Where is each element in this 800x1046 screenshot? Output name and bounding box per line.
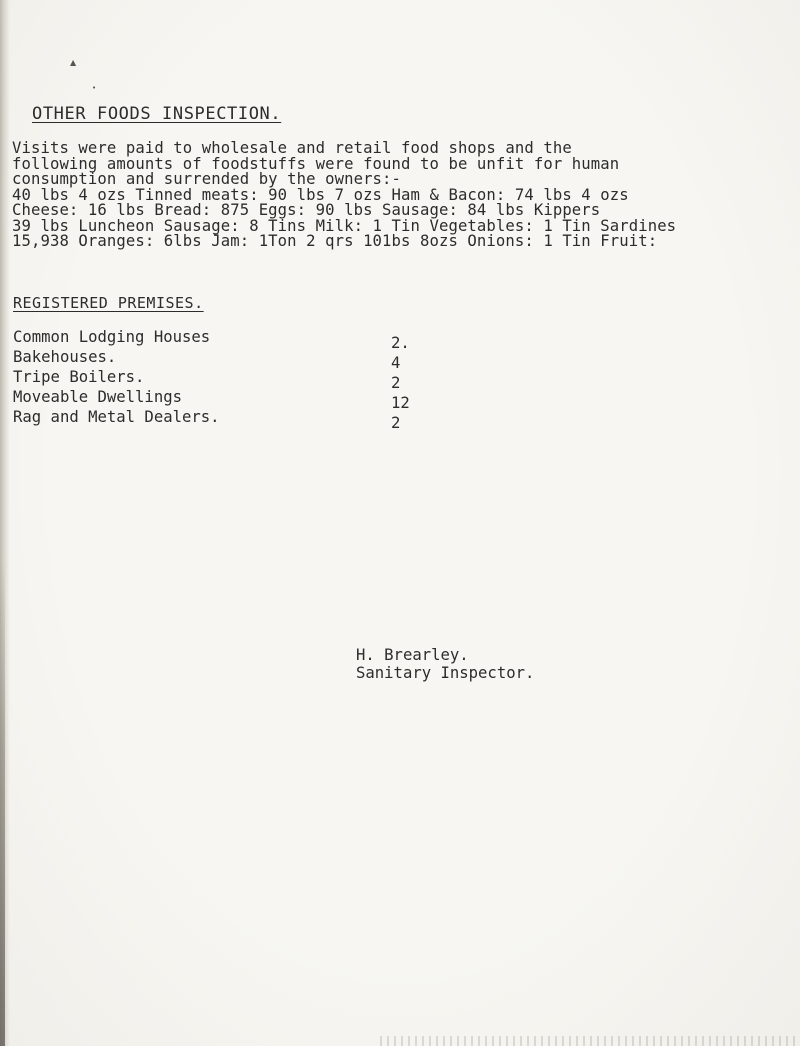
premise-row [13, 348, 433, 372]
premise-row [13, 388, 433, 412]
inspection-paragraph [12, 141, 797, 250]
paragraph-line: 40 lbs 4 ozs Tinned meats: 90 lbs 7 ozs Ham & Bacon: 74 lbs 4 ozs [12, 185, 629, 204]
premise-count: 2 [391, 374, 401, 392]
scan-noise [380, 1036, 800, 1046]
paragraph-line: following amounts of foodstuffs were found to be unfit for human [12, 154, 620, 173]
premise-name: Tripe Boilers. [13, 368, 145, 386]
premise-name: Common Lodging Houses [13, 328, 211, 346]
premise-row [13, 368, 433, 392]
scan-speck: • [92, 84, 97, 92]
premise-count: 12 [391, 394, 410, 412]
premise-row [13, 328, 433, 352]
premise-name: Moveable Dwellings [13, 388, 182, 406]
scan-speck: ▲ [70, 58, 77, 67]
registered-premises-heading: REGISTERED PREMISES. [13, 294, 204, 312]
paragraph-line: consumption and surrended by the owners:- [12, 170, 402, 188]
page-title: OTHER FOODS INSPECTION. [32, 104, 282, 124]
signatory-role: Sanitary Inspector. [356, 664, 535, 682]
premise-count: 4 [391, 354, 401, 372]
premise-name: Rag and Metal Dealers. [13, 408, 220, 426]
paragraph-line: 15,938 Oranges: 6lbs Jam: 1Ton 2 qrs 101bs 8ozs Onions: 1 Tin Fruit: [12, 232, 658, 250]
premise-count: 2 [391, 414, 401, 432]
premise-count: 2. [391, 334, 410, 352]
scan-edge-dark [0, 560, 5, 1046]
signatory-name: H. Brearley. [356, 646, 469, 664]
premise-row [13, 408, 433, 432]
premise-name: Bakehouses. [13, 348, 117, 366]
paragraph-line: Cheese: 16 lbs Bread: 875 Eggs: 90 lbs Sausage: 84 lbs Kippers [12, 201, 601, 219]
registered-premises-list [13, 328, 433, 432]
paragraph-line: 39 lbs Luncheon Sausage: 8 Tins Milk: 1 Tin Vegetables: 1 Tin Sardines [12, 216, 677, 235]
signature-block [356, 646, 534, 682]
paragraph-line: Visits were paid to wholesale and retail food shops and the [12, 139, 572, 157]
